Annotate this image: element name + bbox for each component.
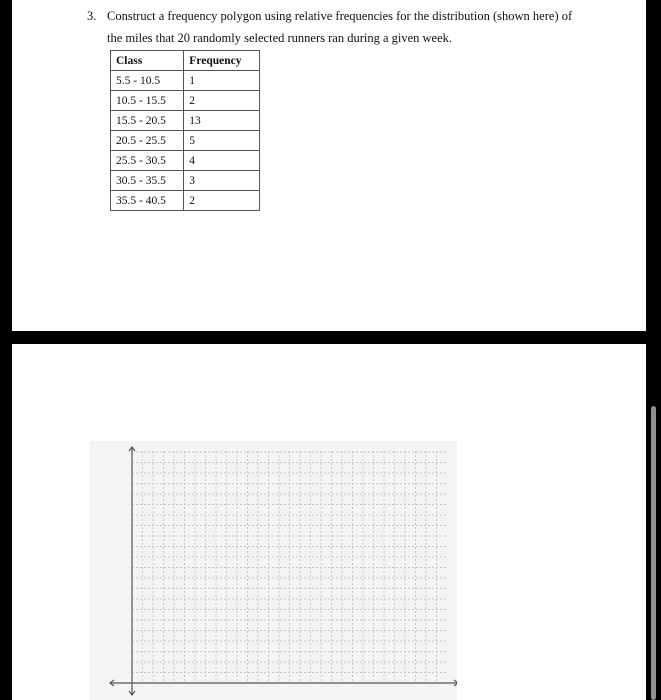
- class-cell: 30.5 - 35.5: [111, 171, 184, 191]
- table-row: [111, 91, 260, 111]
- table-row: [111, 71, 260, 91]
- table-row: [111, 111, 260, 131]
- question-page: [12, 0, 646, 331]
- class-cell: 15.5 - 20.5: [111, 111, 184, 131]
- header-frequency: Frequency: [184, 51, 260, 71]
- table-row: [111, 151, 260, 171]
- header-class: Class: [111, 51, 184, 71]
- frequency-cell: 4: [184, 151, 260, 171]
- graph-grid-area[interactable]: [90, 441, 457, 700]
- problem-text-line-2: the miles that 20 randomly selected runners ran during a given week.: [107, 31, 453, 45]
- frequency-cell: 5: [184, 131, 260, 151]
- frequency-cell: 13: [184, 111, 260, 131]
- vertical-scrollbar[interactable]: [651, 406, 656, 700]
- table-row: [111, 171, 260, 191]
- frequency-cell: 3: [184, 171, 260, 191]
- frequency-table: [110, 50, 260, 211]
- problem-number: 3.: [87, 9, 97, 23]
- table-header-row: [111, 51, 260, 71]
- class-cell: 10.5 - 15.5: [111, 91, 184, 111]
- class-cell: 20.5 - 25.5: [111, 131, 184, 151]
- class-cell: 25.5 - 30.5: [111, 151, 184, 171]
- class-cell: 5.5 - 10.5: [111, 71, 184, 91]
- graph-page: [12, 344, 646, 700]
- table-row: [111, 191, 260, 211]
- frequency-cell: 2: [184, 191, 260, 211]
- class-cell: 35.5 - 40.5: [111, 191, 184, 211]
- blank-graph-grid: [90, 441, 457, 700]
- problem-text-line-1: Construct a frequency polygon using relative frequencies for the distribution (shown here) of: [107, 9, 573, 23]
- table-row: [111, 131, 260, 151]
- frequency-cell: 1: [184, 71, 260, 91]
- frequency-cell: 2: [184, 91, 260, 111]
